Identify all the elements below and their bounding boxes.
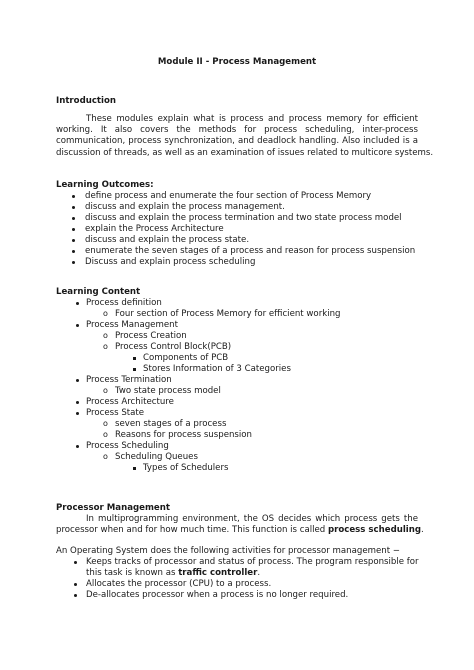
content-item-level2: o Process Control Block(PCB) [103,342,232,352]
circle-bullet-icon: o [103,386,108,395]
content-item-level1: Process Architecture [76,397,174,408]
content-item-level3: Types of Schedulers [133,463,228,474]
content-item-level1: Process State [76,408,144,419]
bullet-icon [76,379,79,382]
bullet-icon [74,594,77,597]
outcome-item: discuss and explain the process management. [72,202,285,213]
document-title: Module II - Process Management [157,57,317,67]
intro-line-3: communication, process synchronization, and deadlock handling. Also included is a [56,136,418,147]
content-item-level1: Process Scheduling [76,441,169,452]
bullet-icon [76,324,79,327]
processor-line-2: processor when and for how much time. This function is called process scheduling. [56,525,424,536]
introduction-heading: Introduction [56,96,117,106]
bullet-icon [74,583,77,586]
circle-bullet-icon: o [103,452,108,461]
content-heading: Learning Content [56,287,141,297]
outcome-item: discuss and explain the process termination and two state process model [72,213,402,224]
bullet-icon [72,228,75,231]
content-item-level1: Process definition [76,298,162,309]
content-item-level1: Process Termination [76,375,172,386]
circle-bullet-icon: o [103,419,108,428]
outcome-item: enumerate the seven stages of a process and reason for process suspension [72,246,415,257]
bullet-icon [76,401,79,404]
content-item-level2: o Four section of Process Memory for efficient working [103,309,341,319]
square-bullet-icon [133,368,136,371]
circle-bullet-icon: o [103,430,108,439]
activity-item: De-allocates processor when a process is no longer required. [74,590,348,601]
outcome-item: discuss and explain the process state. [72,235,249,246]
activity-item: Keeps tracks of processor and status of process. The program responsible for [74,557,419,568]
circle-bullet-icon: o [103,309,108,318]
bullet-icon [72,217,75,220]
intro-line-1: These modules explain what is process and process memory for efficient [86,114,418,124]
bullet-icon [72,206,75,209]
bullet-icon [72,261,75,264]
activity-item: Allocates the processor (CPU) to a process. [74,579,271,590]
intro-line-4: discussion of threads, as well as an examination of issues related to multicore systems. [56,147,434,158]
square-bullet-icon [133,467,136,470]
intro-line-2: working. It also covers the methods for process scheduling, inter-process [56,125,418,136]
bullet-icon [74,561,77,564]
activities-intro: An Operating System does the following activities for processor management − [56,546,401,556]
outcome-item: Discuss and explain process scheduling [72,257,255,268]
content-item-level3: Stores Information of 3 Categories [133,364,291,375]
content-item-level2: o seven stages of a process [103,419,227,429]
content-item-level1: Process Management [76,320,178,331]
introduction-paragraph [56,114,434,159]
bullet-icon [72,250,75,253]
outcome-item: define process and enumerate the four section of Process Memory [72,191,371,202]
processor-line-1: In multiprogramming environment, the OS decides which process gets the [86,514,418,524]
circle-bullet-icon: o [103,331,108,340]
content-item-level2: o Process Creation [103,331,187,341]
content-item-level3: Components of PCB [133,353,228,364]
bullet-icon [72,239,75,242]
content-item-level2: o Scheduling Queues [103,452,198,462]
processor-paragraph [56,514,424,536]
content-item-level2: o Reasons for process suspension [103,430,252,440]
processor-heading: Processor Management [56,503,170,513]
content-item-level2: o Two state process model [103,386,221,396]
bullet-icon [76,302,79,305]
square-bullet-icon [133,357,136,360]
outcomes-heading: Learning Outcomes: [56,180,154,190]
activity-item-continuation: this task is known as traffic controller. [86,568,261,578]
circle-bullet-icon: o [103,342,108,351]
outcome-item: explain the Process Architecture [72,224,224,235]
bullet-icon [76,412,79,415]
bullet-icon [76,445,79,448]
bullet-icon [72,195,75,198]
